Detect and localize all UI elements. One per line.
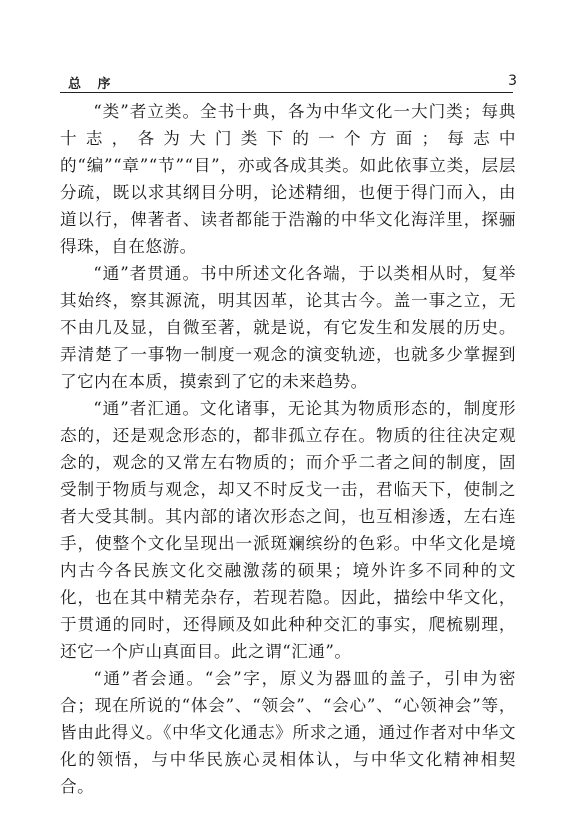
running-header xyxy=(60,70,517,92)
paragraph-huitong-2: “通”者会通。“会”字，原义为器皿的盖子，引申为密合；现在所说的“体会”、“领会”、“会心”、“心领神会”等，皆由此得义。《中华文化通志》所求之通，通过作者对中华文化的领悟，与中华民族心灵相体认，与中华文化精神相契合。 xyxy=(60,669,516,796)
header-rule xyxy=(60,92,513,93)
header-title: 总 序 xyxy=(68,77,117,92)
paragraph-lei: “类”者立类。全书十典，各为中华文化一大门类；每典十志，各为大门类下的一个方面；每志中的“编”“章”“节”“目”，亦或各成其类。如此依事立类，层层分疏，既以求其纲目分明，论述精细，也便于得门而入，由道以行，俾著者、读者都能于浩瀚的中华文化海洋里，探骊得珠，自在悠游。 xyxy=(60,102,516,256)
page-number: 3 xyxy=(508,73,517,89)
body-text xyxy=(60,98,516,800)
paragraph-huitong: “通”者汇通。文化诸事，无论其为物质形态的，制度形态的，还是观念形态的，都非孤立存在。物质的往往决定观念的，观念的又常左右物质的；而介乎二者之间的制度，固受制于物质与观念，却又不时反戈一击，君临天下，使制之者大受其制。其内部的诸次形态之间，也互相渗透，左右连手，使整个文化呈现出一派斑斓缤纷的色彩。中华文化是境内古今各民族文化交融激荡的硕果；境外许多不同种的文化，也在其中精芜杂存，若现若隐。因此，描绘中华文化，于贯通的同时，还得顾及如此种种交汇的事实，爬梳剔理，还它一个庐山真面目。此之谓“汇通”。 xyxy=(60,399,516,661)
paragraph-guantong: “通”者贯通。书中所述文化各端，于以类相从时，复举其始终，察其源流，明其因革，论其古今。盖一事之立，无不由几及显，自微至著，就是说，有它发生和发展的历史。弄清楚了一事物一制度一观念的演变轨迹，也就多少掌握到了它内在本质，摸索到了它的未来趋势。 xyxy=(60,264,516,391)
